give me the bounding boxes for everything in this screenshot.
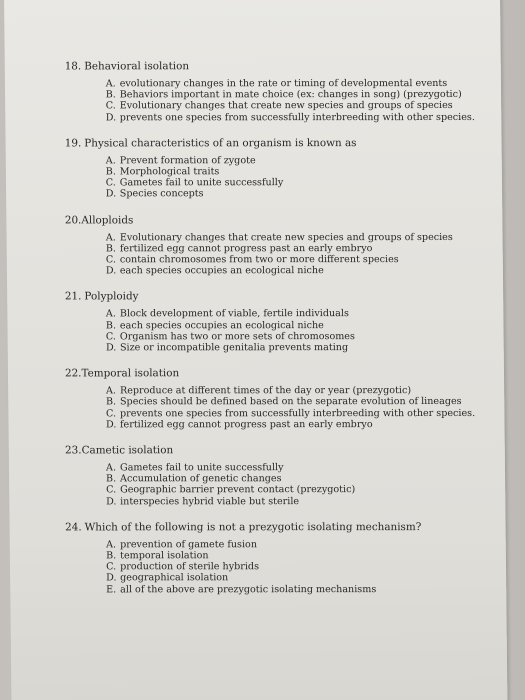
- worksheet-page: [65, 59, 495, 608]
- question-title: [65, 366, 495, 380]
- option-letter: B.: [105, 319, 117, 331]
- option-text: Evolutionary changes that create new species and groups of species: [119, 231, 453, 243]
- question-title: [65, 59, 495, 73]
- option-text: Accumulation of genetic changes: [120, 473, 282, 485]
- option-d: [106, 342, 495, 354]
- option-letter: C.: [105, 100, 116, 112]
- option-letter: D.: [105, 342, 117, 354]
- question-24: [65, 520, 495, 595]
- option-c: [106, 408, 495, 420]
- question-number: 21.: [64, 290, 82, 303]
- option-d: [106, 265, 495, 277]
- option-c: [106, 177, 495, 189]
- option-text: Organism has two or more sets of chromosomes: [119, 330, 355, 343]
- option-text: each species occupies an ecological niche: [119, 319, 324, 331]
- option-letter: A.: [106, 539, 117, 551]
- question-number: 23.: [65, 444, 82, 457]
- option-text: Gametes fail to unite successfully: [119, 177, 284, 189]
- question-text: Polyploidy: [84, 290, 139, 303]
- question-title: [65, 289, 495, 303]
- option-c: [106, 484, 495, 496]
- option-text: fertilized egg cannot progress past an early embryo: [120, 418, 373, 431]
- option-letter: A.: [105, 308, 116, 320]
- option-b: [106, 396, 495, 408]
- option-letter: A.: [106, 462, 117, 474]
- option-list: [65, 308, 495, 353]
- option-list: [65, 232, 495, 277]
- option-letter: D.: [106, 419, 117, 431]
- option-list: [65, 385, 495, 430]
- option-b: [106, 473, 495, 485]
- option-list: [65, 539, 495, 595]
- option-d: [106, 572, 495, 584]
- option-text: all of the above are prezygotic isolating mechanisms: [120, 583, 377, 596]
- question-22: [65, 366, 495, 430]
- option-text: Size or incompatible genitalia prevents mating: [119, 342, 349, 354]
- option-text: Reproduce at different times of the day or year (prezygotic): [119, 385, 412, 397]
- option-letter: C.: [106, 561, 117, 573]
- option-letter: C.: [105, 407, 117, 419]
- option-text: Evolutionary changes that create new species and groups of species: [119, 100, 453, 112]
- question-text: Physical characteristics of an organism is known as: [84, 136, 357, 150]
- question-text: Behavioral isolation: [84, 60, 190, 73]
- option-text: Behaviors important in mate choice (ex: changes in song) (prezygotic): [119, 89, 462, 101]
- option-b: [106, 320, 495, 332]
- option-b: [106, 89, 495, 101]
- option-a: [106, 78, 495, 90]
- option-text: Morphological traits: [119, 166, 220, 178]
- question-21: [65, 289, 495, 353]
- option-a: [106, 539, 495, 551]
- option-text: each species occupies an ecological niche: [119, 265, 324, 277]
- option-letter: D.: [105, 265, 117, 277]
- option-letter: D.: [106, 495, 117, 508]
- question-number: 20.: [64, 213, 82, 226]
- option-letter: B.: [105, 89, 116, 101]
- question-number: 18.: [64, 60, 82, 73]
- option-a: [106, 232, 495, 244]
- question-number: 19.: [64, 137, 82, 150]
- option-c: [106, 331, 495, 343]
- option-text: Gametes fail to unite successfully: [120, 462, 284, 474]
- question-number: 24.: [65, 521, 82, 534]
- option-letter: D.: [105, 111, 117, 123]
- option-text: Prevent formation of zygote: [119, 155, 256, 167]
- option-letter: C.: [105, 177, 116, 189]
- option-b: [106, 550, 495, 562]
- option-text: prevention of gamete fusion: [120, 539, 258, 551]
- question-18: [65, 59, 495, 123]
- question-title: [65, 520, 495, 534]
- option-c: [106, 254, 495, 266]
- option-text: production of sterile hybrids: [120, 561, 260, 573]
- question-title: [65, 443, 495, 457]
- option-list: [65, 462, 495, 507]
- option-text: temporal isolation: [120, 550, 209, 562]
- question-number: 22.: [64, 367, 82, 380]
- question-title: [65, 213, 495, 227]
- option-a: [106, 155, 495, 167]
- option-letter: D.: [105, 188, 117, 200]
- option-letter: A.: [105, 231, 116, 243]
- option-text: fertilized egg cannot progress past an early embryo: [119, 242, 373, 255]
- option-text: Species concepts: [119, 188, 204, 200]
- option-letter: B.: [106, 550, 117, 562]
- option-text: evolutionary changes in the rate or timing of developmental events: [119, 78, 448, 90]
- option-letter: B.: [105, 243, 116, 255]
- option-list: [65, 78, 495, 123]
- option-letter: B.: [105, 166, 116, 178]
- option-c: [106, 100, 495, 112]
- question-text: Which of the following is not a prezygotic isolating mechanism?: [84, 520, 422, 534]
- option-text: interspecies hybrid viable but sterile: [120, 495, 300, 507]
- option-b: [106, 243, 495, 255]
- option-b: [106, 166, 495, 178]
- option-d: [106, 496, 495, 508]
- option-d: [106, 419, 495, 431]
- option-letter: A.: [105, 155, 116, 167]
- option-text: contain chromosomes from two or more different species: [119, 254, 399, 266]
- option-letter: B.: [106, 473, 117, 485]
- option-a: [106, 385, 495, 397]
- question-19: [65, 136, 495, 200]
- option-letter: B.: [105, 396, 117, 408]
- option-text: prevents one species from successfully interbreeding with other species.: [119, 407, 476, 419]
- option-e: [106, 584, 495, 596]
- option-list: [65, 155, 495, 200]
- option-letter: C.: [106, 484, 117, 496]
- option-letter: A.: [105, 78, 116, 90]
- option-letter: A.: [105, 385, 116, 397]
- option-d: [106, 188, 495, 200]
- option-text: Geographic barrier prevent contact (prezygotic): [120, 484, 356, 496]
- option-letter: C.: [105, 254, 116, 266]
- option-d: [106, 112, 495, 124]
- option-text: geographical isolation: [120, 572, 229, 584]
- option-letter: E.: [106, 584, 117, 596]
- question-20: [65, 213, 495, 277]
- option-text: Species should be defined based on the separate evolution of lineages: [119, 396, 462, 408]
- question-text: Cametic isolation: [81, 444, 174, 457]
- question-23: [65, 443, 495, 507]
- paper-sheet: [4, 0, 508, 700]
- option-text: Block development of viable, fertile individuals: [119, 308, 349, 320]
- option-letter: C.: [105, 331, 116, 343]
- option-c: [106, 561, 495, 573]
- question-text: Alloploids: [81, 213, 134, 226]
- option-a: [106, 308, 495, 320]
- option-text: prevents one species from successfully interbreeding with other species.: [119, 111, 475, 123]
- question-text: Temporal isolation: [81, 367, 180, 380]
- option-a: [106, 462, 495, 474]
- option-letter: D.: [106, 572, 117, 584]
- question-title: [65, 136, 495, 150]
